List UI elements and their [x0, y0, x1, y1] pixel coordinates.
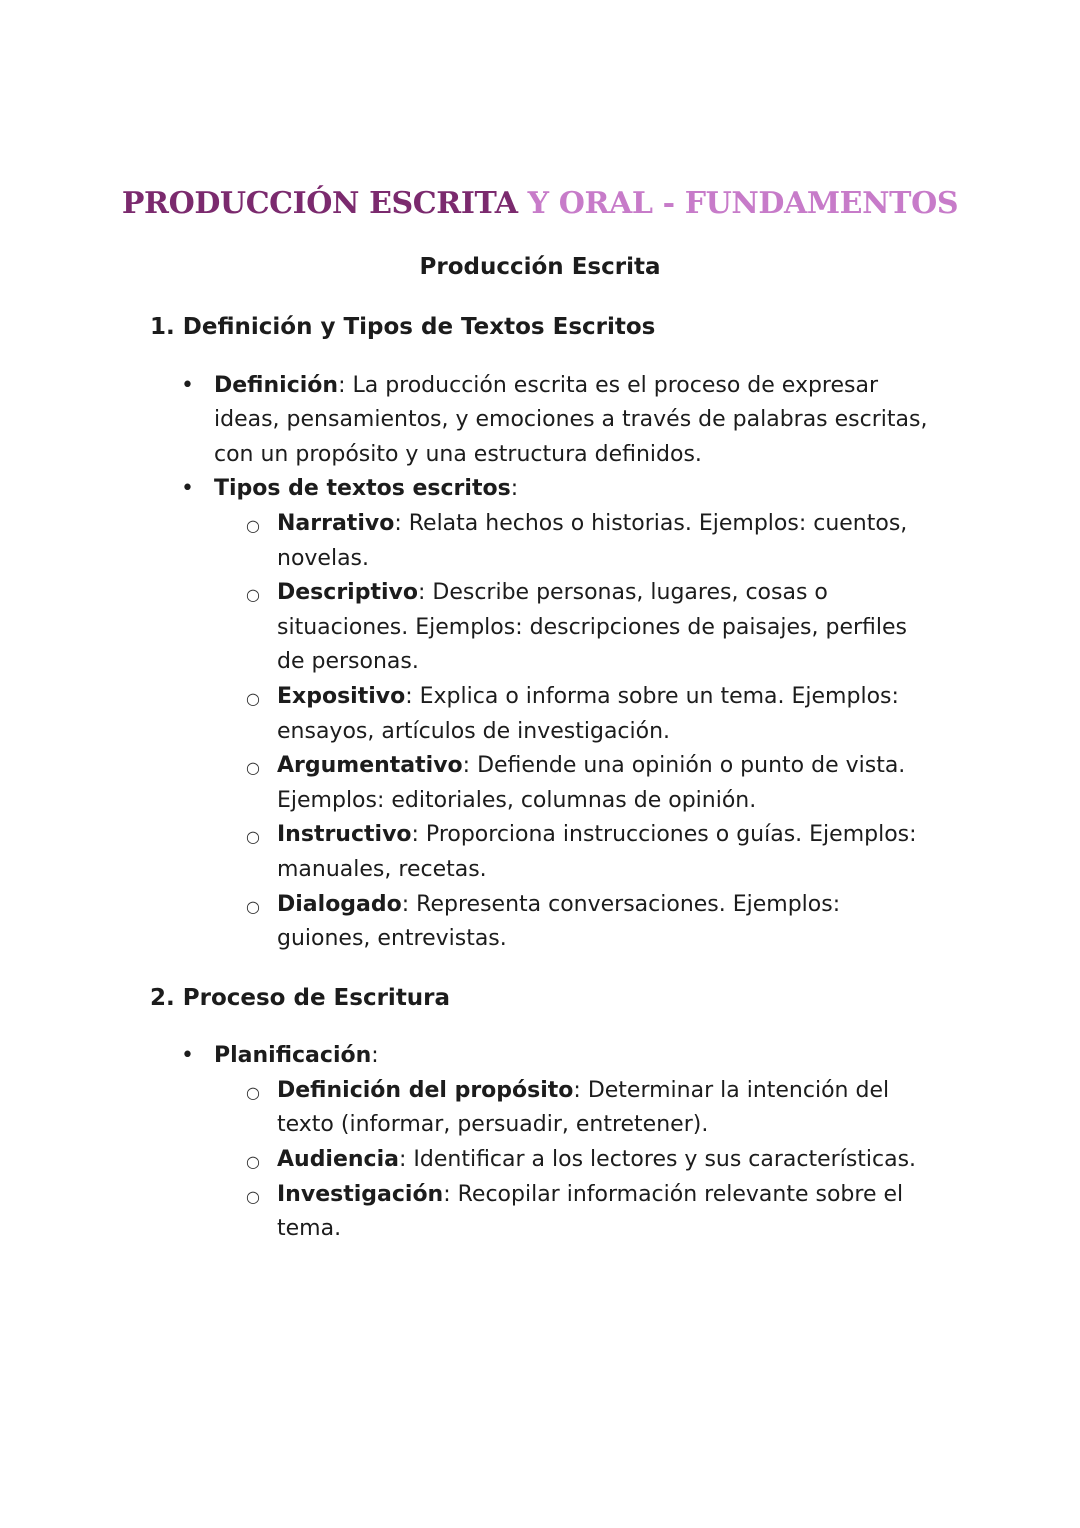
section-1-list	[150, 369, 940, 957]
sub-item-text: : Describe personas, lugares, cosas o situaciones. Ejemplos: descripciones de paisajes, perfiles de personas.	[277, 580, 907, 675]
sub-item-investigacion	[246, 1178, 940, 1247]
document-body	[150, 310, 940, 1247]
item-term: Planificación	[214, 1043, 372, 1069]
circle-bullet-icon: ○	[246, 515, 260, 535]
sub-item-text: : Defiende una opinión o punto de vista. Ejemplos: editoriales, columnas de opinión.	[277, 753, 906, 813]
sub-item-dialogado	[246, 888, 940, 957]
item-text: :	[371, 1043, 379, 1069]
sub-item-text: : Relata hechos o historias. Ejemplos: cuentos, novelas.	[277, 510, 908, 571]
list-item-tipos	[181, 472, 940, 956]
bullet-icon: •	[181, 476, 194, 502]
sub-item-term: Dialogado	[277, 891, 402, 917]
item-term: Definición	[214, 372, 339, 398]
sub-item-term: Audiencia	[277, 1147, 399, 1173]
circle-bullet-icon: ○	[246, 827, 260, 847]
sub-item-instructivo	[246, 818, 940, 887]
circle-bullet-icon: ○	[246, 1082, 260, 1102]
title-part-dark: PRODUCCIÓN ESCRITA	[121, 186, 518, 221]
sub-item-descriptivo	[246, 576, 940, 680]
sub-item-term: Expositivo	[277, 683, 406, 709]
text-types-list	[214, 507, 940, 957]
planning-list	[214, 1074, 940, 1247]
bullet-icon: •	[181, 1043, 194, 1069]
sub-item-audiencia	[246, 1143, 940, 1178]
bullet-icon: •	[181, 372, 194, 398]
list-item-definicion	[181, 369, 940, 473]
sub-item-narrativo	[246, 507, 940, 576]
page-heading: Producción Escrita	[419, 254, 661, 280]
sub-item-text: : Explica o informa sobre un tema. Ejemplos: ensayos, artículos de investigación.	[277, 683, 899, 744]
section-heading-2: 2. Proceso de Escritura	[150, 984, 451, 1011]
sub-item-term: Descriptivo	[277, 580, 418, 606]
circle-bullet-icon: ○	[246, 688, 260, 708]
document-title	[0, 186, 1080, 221]
circle-bullet-icon: ○	[246, 585, 260, 605]
sub-item-argumentativo	[246, 749, 940, 818]
sub-item-text: : Identificar a los lectores y sus características.	[399, 1147, 917, 1173]
item-term: Tipos de textos escritos	[214, 476, 511, 502]
sub-item-term: Definición del propósito	[277, 1077, 574, 1103]
circle-bullet-icon: ○	[246, 758, 260, 778]
circle-bullet-icon: ○	[246, 1152, 260, 1172]
section-spacer	[150, 957, 940, 981]
sub-item-term: Investigación	[277, 1181, 444, 1207]
item-text: : La producción escrita es el proceso de expresar ideas, pensamientos, y emociones a través de palabras escritas, con un propósito y una estructura definidos.	[214, 372, 928, 467]
item-text: :	[510, 476, 519, 502]
sub-item-text: : Proporciona instrucciones o guías. Ejemplos: manuales, recetas.	[277, 822, 917, 882]
sub-item-term: Instructivo	[277, 822, 412, 848]
sub-item-proposito	[246, 1074, 940, 1143]
circle-bullet-icon: ○	[246, 896, 260, 916]
circle-bullet-icon: ○	[246, 1186, 260, 1206]
sub-item-text: : Determinar la intención del texto (informar, persuadir, entretener).	[277, 1077, 890, 1138]
title-part-light: Y ORAL - FUNDAMENTOS	[517, 186, 959, 221]
sub-item-expositivo	[246, 680, 940, 749]
sub-item-term: Argumentativo	[277, 753, 463, 779]
section-2-list	[150, 1039, 940, 1247]
list-item-planificacion	[181, 1039, 940, 1247]
section-heading-1: 1. Definición y Tipos de Textos Escritos	[150, 314, 656, 340]
sub-item-text: : Recopilar información relevante sobre el tema.	[277, 1181, 904, 1242]
sub-item-text: : Representa conversaciones. Ejemplos: guiones, entrevistas.	[277, 891, 841, 952]
sub-item-term: Narrativo	[277, 510, 395, 536]
